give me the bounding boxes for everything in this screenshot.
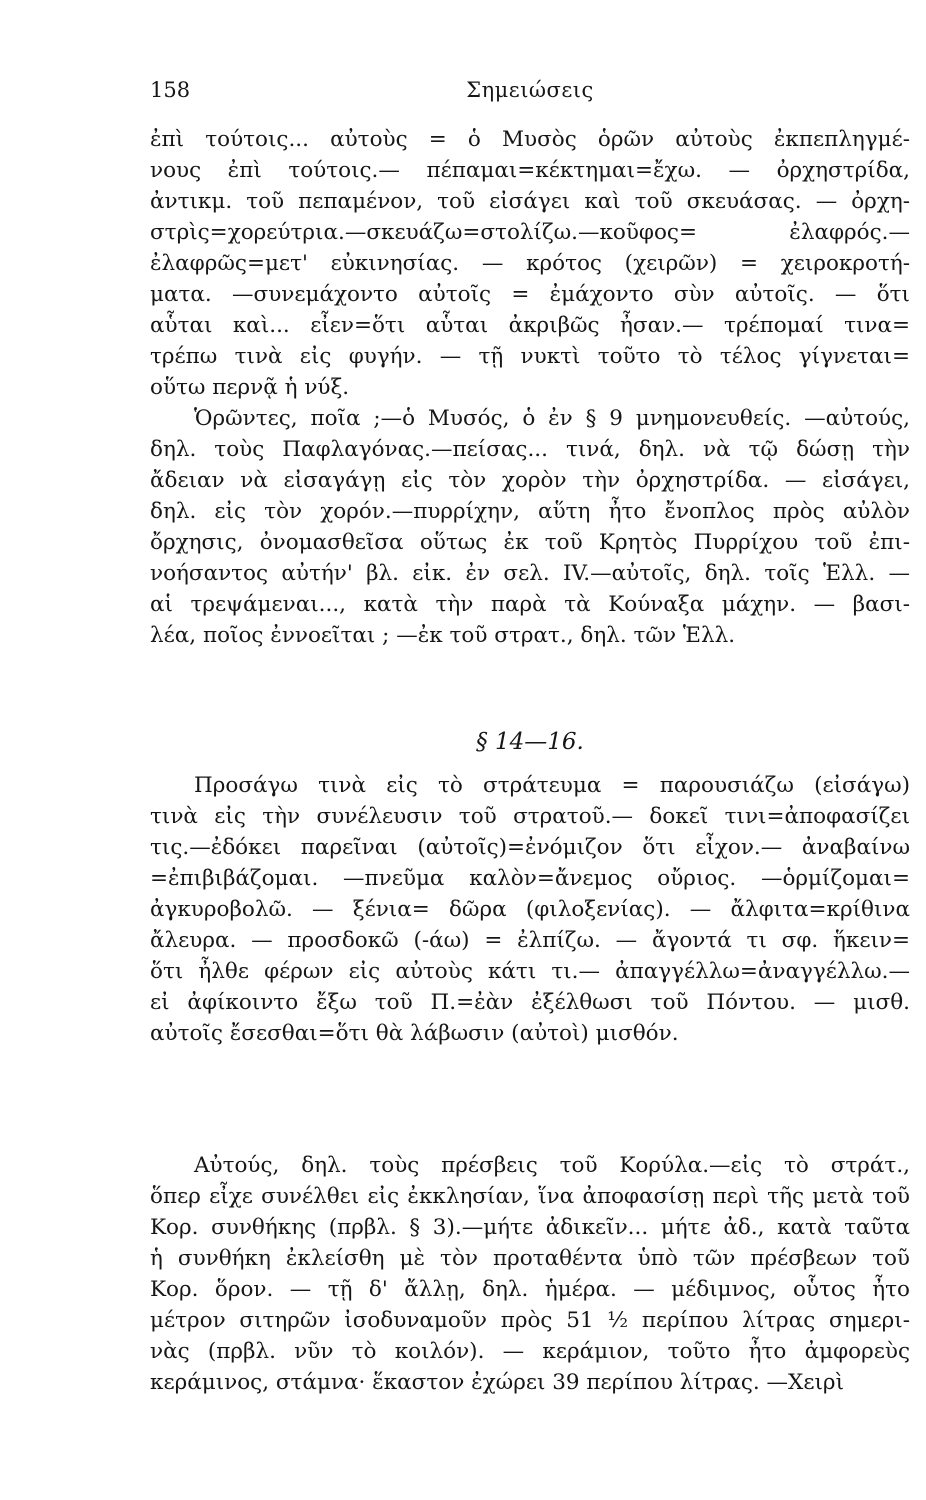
paragraph-autous [150, 1150, 910, 1398]
text-line: Κορ. ὅρον. — τῇ δ' ἄλλῃ, δηλ. ἡμέρα. — μέδιμνος, οὗτος ἦτο [150, 1277, 910, 1302]
text-line: εἰ ἀφίκοιντο ἔξω τοῦ Π.=ἐὰν ἐξέλθωσι τοῦ Πόντου. — μισθ. [150, 990, 910, 1015]
text-line: ἐλαφρῶς=μετ' εὐκινησίας. — κρότος (χειρῶν) = χειροκροτή- [150, 251, 910, 276]
text-line: Κορ. συνθήκης (πρβλ. § 3).—μήτε ἀδικεῖν... μήτε ἀδ., κατὰ ταῦτα [150, 1215, 910, 1240]
text-line: Αὐτούς, δηλ. τοὺς πρέσβεις τοῦ Κορύλα.—εἰς τὸ στράτ., [194, 1153, 910, 1178]
text-line: τινὰ εἰς τὴν συνέλευσιν τοῦ στρατοῦ.— δοκεῖ τινι=ἀποφασίζει [150, 804, 910, 829]
text-line: αὐτοῖς ἔσεσθαι=ὅτι θὰ λάβωσιν (αὐτοὶ) μισθόν. [150, 1021, 679, 1046]
text-line: οὕτω περνᾷ ἡ νύξ. [150, 375, 350, 400]
section-heading: § 14—16. [476, 729, 584, 755]
text-line: μέτρον σιτηρῶν ἰσοδυναμοῦν πρὸς 51 ½ περίπου λίτρας σημερι- [150, 1308, 910, 1333]
paragraph-section-14 [150, 770, 910, 1049]
text-line: κεράμινος, στάμνα· ἕκαστον ἐχώρει 39 περίπου λίτρας. —Χειρὶ [150, 1370, 845, 1395]
text-line: δηλ. τοὺς Παφλαγόνας.—πείσας... τινά, δηλ. νὰ τῷ δώσῃ τὴν [150, 437, 910, 462]
text-line: νὰς (πρβλ. νῦν τὸ κοιλόν). — κεράμιον, τοῦτο ἦτο ἀμφορεὺς [150, 1339, 910, 1364]
text-line: τρέπω τινὰ εἰς φυγήν. — τῇ νυκτὶ τοῦτο τὸ τέλος γίγνεται= [150, 344, 910, 369]
text-line: Προσάγω τινὰ εἰς τὸ στράτευμα = παρουσιάζω (εἰσάγω) [194, 773, 910, 798]
text-line: αὗται καὶ... εἶεν=ὅτι αὗται ἀκριβῶς ἦσαν.— τρέπομαί τινα= [150, 313, 910, 338]
text-line: λέα, ποῖος ἐννοεῖται ; —ἐκ τοῦ στρατ., δηλ. τῶν Ἑλλ. [150, 623, 736, 648]
text-line: ἄδειαν νὰ εἰσαγάγῃ εἰς τὸν χορὸν τὴν ὀρχηστρίδα. — εἰσάγει, [150, 468, 910, 493]
text-line: νοήσαντος αὐτήν' βλ. εἰκ. ἐν σελ. IV.—αὐτοῖς, δηλ. τοῖς Ἑλλ. — [150, 561, 910, 586]
paragraph-notes-continued [150, 124, 910, 651]
text-line: αἱ τρεψάμεναι..., κατὰ τὴν παρὰ τὰ Κούναξα μάχην. — βασι- [150, 592, 910, 617]
page-number: 158 [150, 78, 191, 102]
text-line: ἀγκυροβολῶ. — ξένια= δῶρα (φιλοξενίας). — ἄλφιτα=κρίθινα [150, 897, 910, 922]
text-line: ὅπερ εἶχε συνέλθει εἰς ἐκκλησίαν, ἵνα ἀποφασίσῃ περὶ τῆς μετὰ τοῦ [150, 1184, 910, 1209]
page-header [150, 72, 910, 112]
text-line: ἀντικμ. τοῦ πεπαμένον, τοῦ εἰσάγει καὶ τοῦ σκευάσας. — ὀρχη- [150, 189, 910, 214]
text-line: ἐπὶ τούτοις... αὐτοὺς = ὁ Μυσὸς ὁρῶν αὐτοὺς ἐκπεπληγμέ- [150, 127, 910, 152]
text-line: δηλ. εἰς τὸν χορόν.—πυρρίχην, αὕτη ἦτο ἔνοπλος πρὸς αὐλὸν [150, 499, 910, 524]
text-line: στρὶς=χορεύτρια.—σκευάζω=στολίζω.—κοῦφος= ἐλαφρός.— [150, 220, 910, 245]
text-line: ἡ συνθήκη ἐκλείσθη μὲ τὸν προταθέντα ὑπὸ τῶν πρέσβεων τοῦ [150, 1246, 910, 1271]
running-title: Σημειώσεις [466, 78, 594, 102]
text-line: Ὁρῶντες, ποῖα ;—ὁ Μυσός, ὁ ἐν § 9 μνημονευθείς. —αὐτούς, [194, 406, 910, 431]
text-line: ματα. —συνεμάχοντο αὐτοῖς = ἐμάχοντο σὺν αὐτοῖς. — ὅτι [150, 282, 910, 307]
text-line: ἄλευρα. — προσδοκῶ (-άω) = ἐλπίζω. — ἄγοντά τι σφ. ἥκειν= [150, 928, 910, 953]
text-line: =ἐπιβιβάζομαι. —πνεῦμα καλὸν=ἄνεμος οὔριος. —ὁρμίζομαι= [150, 866, 910, 891]
text-line: ὅτι ἦλθε φέρων εἰς αὐτοὺς κάτι τι.— ἀπαγγέλλω=ἀναγγέλλω.— [150, 959, 910, 984]
text-line: τις.—ἐδόκει παρεῖναι (αὐτοῖς)=ἐνόμιζον ὅτι εἶχον.— ἀναβαίνω [150, 835, 910, 860]
text-line: ὄρχησις, ὀνομασθεῖσα οὕτως ἐκ τοῦ Κρητὸς Πυρρίχου τοῦ ἐπι- [150, 530, 910, 555]
text-line: νους ἐπὶ τούτοις.— πέπαμαι=κέκτημαι=ἔχω. — ὀρχηστρίδα, [150, 158, 910, 183]
